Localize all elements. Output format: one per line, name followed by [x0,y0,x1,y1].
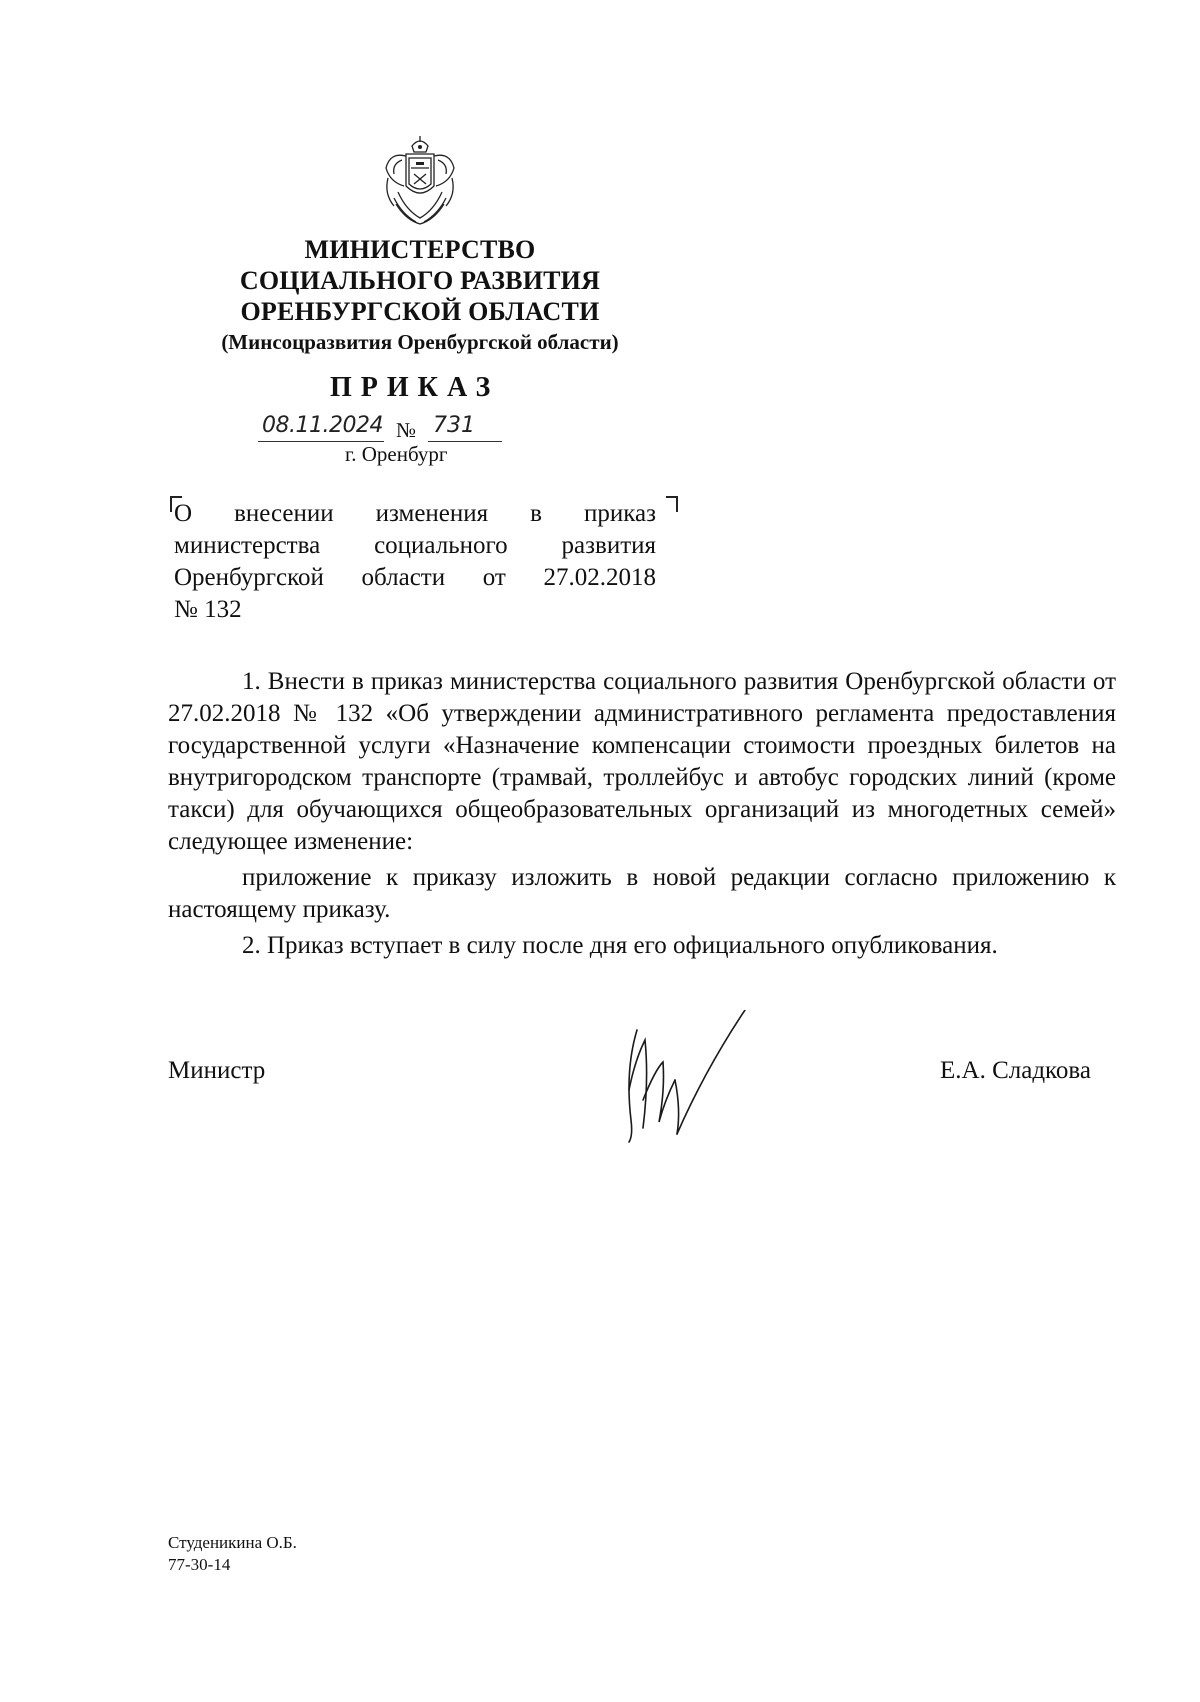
subject-line2: министерства социального развития [174,532,656,559]
signatory-name: Е.А. Сладкова [940,1057,1091,1084]
order-number: 731 [433,413,475,438]
order-title: ПРИКАЗ [330,372,500,403]
ministry-short-name: (Минсоцразвития Оренбургской области) [221,330,619,354]
order-body [168,666,1116,962]
ministry-name-line3: ОРЕНБУРГСКОЙ ОБЛАСТИ [240,297,600,326]
order-city: г. Оренбург [345,442,448,466]
subject-line4: № 132 [174,596,242,623]
body-paragraph-3: 2. Приказ вступает в силу после дня его официального опубликования. [242,932,998,959]
ministry-name-line1: МИНИСТЕРСТВО [304,235,536,264]
executor-phone: 77-30-14 [168,1555,231,1574]
executor-info [168,1532,297,1576]
handwritten-signature [615,1010,765,1150]
executor-name: Студеникина О.Б. [168,1533,297,1552]
ministry-name-line2: СОЦИАЛЬНОГО РАЗВИТИЯ [239,266,601,295]
coat-of-arms-emblem [376,134,464,226]
signatory-title: Министр [168,1057,266,1084]
body-paragraph-2: приложение к приказу изложить в новой редакции согласно приложению к настоящему приказу. [168,864,1116,923]
number-label: № [396,418,417,442]
subject-line1: О внесении изменения в приказ [174,500,656,527]
order-date: 08.11.2024 [262,413,383,438]
subject-corner-right [666,496,678,512]
order-subject [174,498,656,626]
ministry-header [150,234,690,357]
body-paragraph-1: 1. Внести в приказ министерства социального развития Оренбургской области от 27.02.2018 № 132 «Об утверждении административного регламента предоставления государственной услуги «Назначение компенсации стоимости проездных билетов на внутригородском транспорте (трамвай, троллейбус и автобус городских линий (кроме такси) для обучающихся общеобразовательных организаций из многодетных семей» следующее изменение: [168,668,1116,855]
subject-line3: Оренбургской области от 27.02.2018 [174,564,656,591]
